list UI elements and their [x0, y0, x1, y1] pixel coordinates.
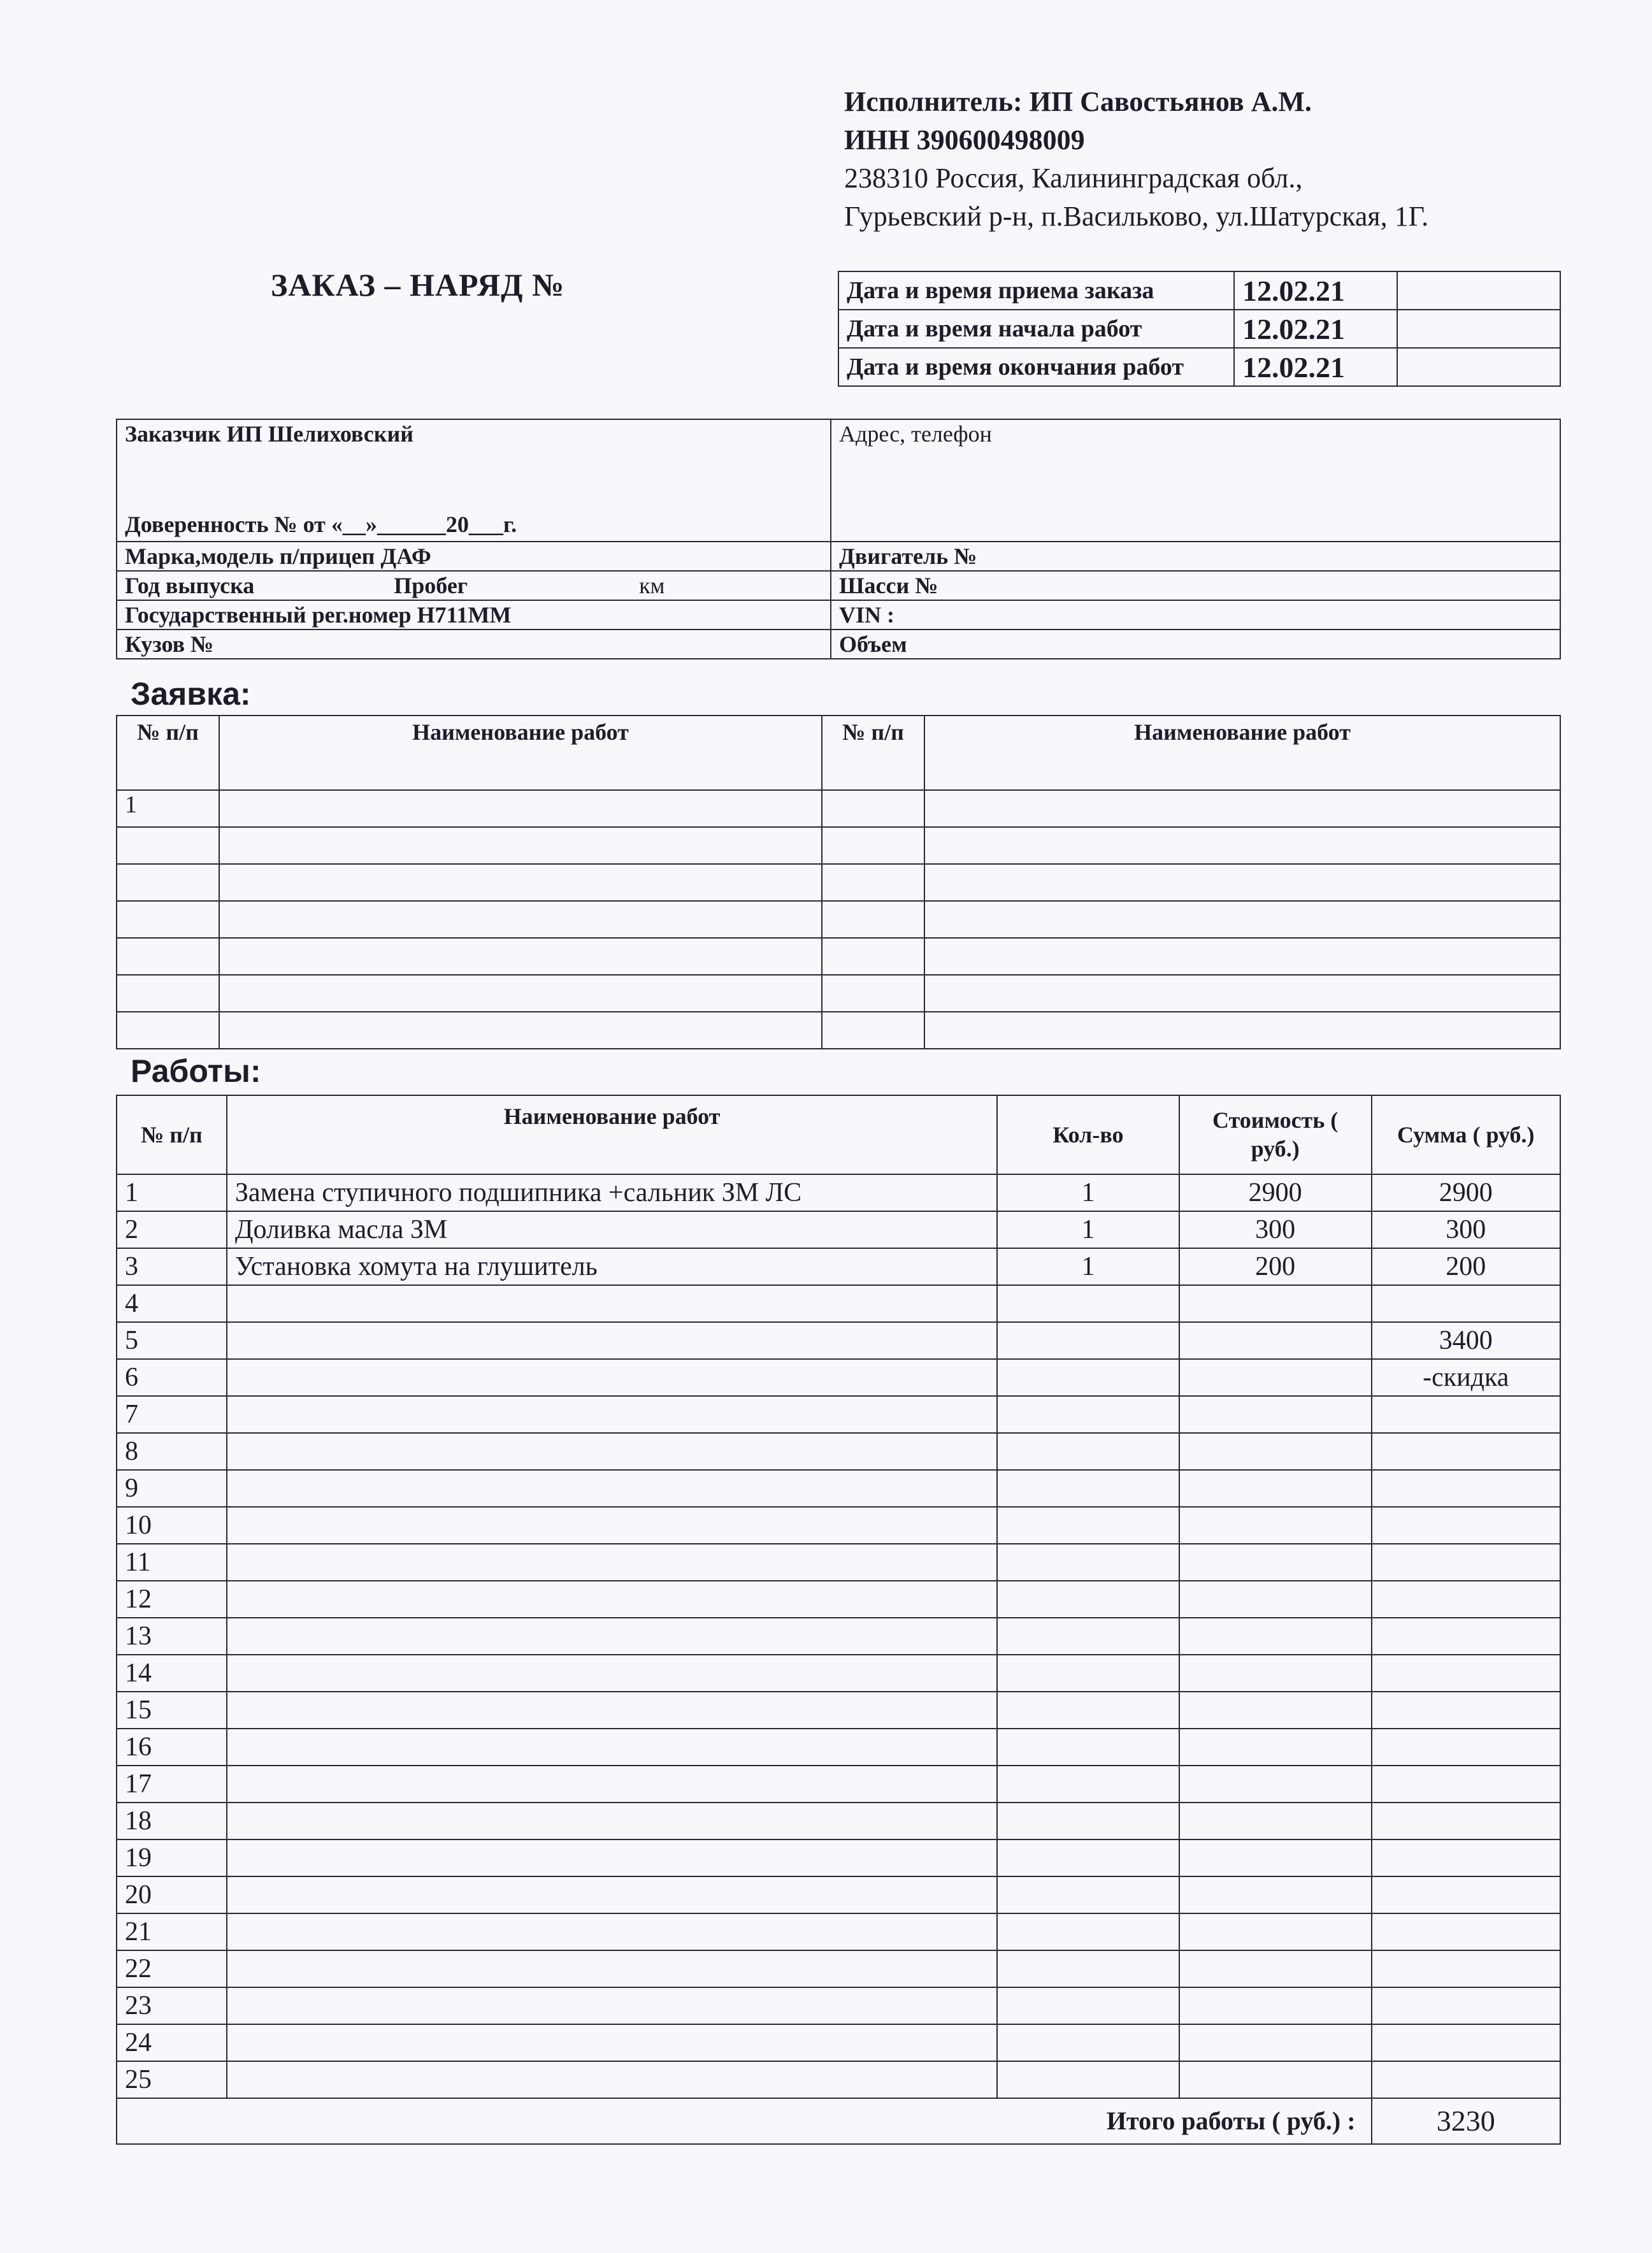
volume-label: Объем	[831, 630, 1560, 659]
date-value: 12.02.21	[1234, 310, 1397, 348]
sum	[1372, 1692, 1560, 1729]
cell	[219, 975, 822, 1012]
works-row	[117, 1285, 1560, 1322]
quantity	[997, 2061, 1179, 2098]
executor-address-1: 238310 Россия, Калининградская обл.,	[844, 162, 1303, 194]
sum: -скидка	[1372, 1359, 1560, 1396]
quantity: 1	[997, 1211, 1179, 1248]
body-label: Кузов №	[117, 630, 831, 659]
total-row	[117, 2098, 1560, 2144]
year-label: Год выпуска	[125, 573, 255, 598]
quantity	[997, 1322, 1179, 1359]
cell	[924, 790, 1560, 827]
cell	[924, 864, 1560, 901]
works-row	[117, 2061, 1560, 2098]
sum	[1372, 1766, 1560, 1803]
work-name	[227, 1359, 997, 1396]
price: 300	[1179, 1211, 1372, 1248]
row-number: 24	[117, 2024, 227, 2061]
quantity	[997, 1433, 1179, 1470]
work-name	[227, 1507, 997, 1544]
works-row	[117, 1950, 1560, 1987]
quantity	[997, 1766, 1179, 1803]
sum	[1372, 1876, 1560, 1913]
works-row	[117, 1987, 1560, 2024]
cell	[219, 790, 822, 827]
sum	[1372, 1507, 1560, 1544]
row-number: 25	[117, 2061, 227, 2098]
row-number: 13	[117, 1618, 227, 1655]
cell	[219, 1012, 822, 1049]
quantity	[997, 1803, 1179, 1839]
price	[1179, 1396, 1372, 1433]
executor-address-2: Гурьевский р-н, п.Васильково, ул.Шатурская, 1Г.	[844, 201, 1429, 232]
row-number: 15	[117, 1692, 227, 1729]
cell	[822, 790, 924, 827]
work-name	[227, 1987, 997, 2024]
price: 2900	[1179, 1174, 1372, 1211]
row-number: 18	[117, 1803, 227, 1839]
work-name	[227, 1729, 997, 1766]
row-number: 1	[117, 1174, 227, 1211]
row-number: 9	[117, 1470, 227, 1507]
col-num-header: № п/п	[822, 716, 924, 790]
price	[1179, 1803, 1372, 1839]
work-name: Замена ступичного подшипника +сальник ЗМ ЛС	[227, 1174, 997, 1211]
works-row	[117, 1618, 1560, 1655]
price	[1179, 1544, 1372, 1581]
works-title: Работы:	[131, 1053, 261, 1089]
quantity	[997, 1544, 1179, 1581]
request-header-row	[117, 716, 1560, 790]
cell	[822, 827, 924, 864]
price: 200	[1179, 1248, 1372, 1285]
sum	[1372, 1544, 1560, 1581]
cell	[822, 901, 924, 938]
request-row	[117, 790, 1560, 827]
work-name	[227, 1285, 997, 1322]
dates-table	[838, 271, 1561, 387]
row-number: 21	[117, 1913, 227, 1950]
proxy-line: Доверенность № от «__»______20___г.	[125, 512, 517, 537]
cell	[924, 975, 1560, 1012]
price	[1179, 2061, 1372, 2098]
row-number: 10	[117, 1507, 227, 1544]
time-value	[1397, 310, 1560, 348]
request-row	[117, 827, 1560, 864]
row-number: 22	[117, 1950, 227, 1987]
row-number: 5	[117, 1322, 227, 1359]
time-value	[1397, 271, 1560, 310]
quantity: 1	[997, 1248, 1179, 1285]
request-table	[116, 715, 1561, 1049]
quantity: 1	[997, 1174, 1179, 1211]
cell	[117, 975, 219, 1012]
executor-inn: ИНН 390600498009	[844, 124, 1085, 155]
works-row	[117, 1544, 1560, 1581]
price	[1179, 1285, 1372, 1322]
request-title: Заявка:	[131, 676, 251, 712]
sum: 3400	[1372, 1322, 1560, 1359]
year-mileage-cell	[117, 571, 831, 600]
cell	[924, 938, 1560, 975]
cell	[822, 864, 924, 901]
works-row	[117, 1876, 1560, 1913]
row-number: 19	[117, 1839, 227, 1876]
price	[1179, 1913, 1372, 1950]
date-label: Дата и время приема заказа	[838, 271, 1234, 310]
work-name	[227, 1950, 997, 1987]
model-label: Марка,модель п/прицеп ДАФ	[117, 542, 831, 571]
date-value: 12.02.21	[1234, 348, 1397, 386]
date-row	[838, 271, 1560, 310]
total-value: 3230	[1372, 2098, 1560, 2144]
works-header-row	[117, 1095, 1560, 1174]
work-name	[227, 1396, 997, 1433]
sum	[1372, 1803, 1560, 1839]
sum	[1372, 1581, 1560, 1618]
col-qty-header: Кол-во	[997, 1095, 1179, 1174]
row-number: 3	[117, 1248, 227, 1285]
sum	[1372, 2061, 1560, 2098]
work-name	[227, 1470, 997, 1507]
quantity	[997, 2024, 1179, 2061]
works-row	[117, 1692, 1560, 1729]
quantity	[997, 1729, 1179, 1766]
sum	[1372, 1470, 1560, 1507]
quantity	[997, 1359, 1179, 1396]
works-row	[117, 1507, 1560, 1544]
quantity	[997, 1507, 1179, 1544]
cell	[117, 901, 219, 938]
cell	[924, 901, 1560, 938]
order-title: ЗАКАЗ – НАРЯД №	[271, 267, 565, 303]
quantity	[997, 1950, 1179, 1987]
work-name: Доливка масла ЗМ	[227, 1211, 997, 1248]
cell	[117, 938, 219, 975]
cell	[822, 975, 924, 1012]
works-row	[117, 1766, 1560, 1803]
quantity	[997, 1876, 1179, 1913]
works-row	[117, 1174, 1560, 1211]
price	[1179, 1507, 1372, 1544]
work-name	[227, 1581, 997, 1618]
work-name	[227, 1766, 997, 1803]
address-cell	[831, 419, 1560, 542]
work-name: Установка хомута на глушитель	[227, 1248, 997, 1285]
date-label: Дата и время начала работ	[838, 310, 1234, 348]
row-number: 11	[117, 1544, 227, 1581]
cell	[822, 1012, 924, 1049]
cell	[117, 1012, 219, 1049]
sum	[1372, 1396, 1560, 1433]
col-price-header: Стоимость ( руб.)	[1179, 1095, 1372, 1174]
customer-cell	[117, 419, 831, 542]
sum	[1372, 1987, 1560, 2024]
quantity	[997, 1618, 1179, 1655]
price	[1179, 1470, 1372, 1507]
works-row	[117, 1581, 1560, 1618]
row-number: 2	[117, 1211, 227, 1248]
col-name-header: Наименование работ	[924, 716, 1560, 790]
sum: 2900	[1372, 1174, 1560, 1211]
cell	[219, 827, 822, 864]
sum: 200	[1372, 1248, 1560, 1285]
col-name-header: Наименование работ	[227, 1095, 997, 1174]
chassis-label: Шасси №	[831, 571, 1560, 600]
works-row	[117, 1839, 1560, 1876]
works-row	[117, 1470, 1560, 1507]
row-number: 8	[117, 1433, 227, 1470]
request-row	[117, 1012, 1560, 1049]
col-name-header: Наименование работ	[219, 716, 822, 790]
price	[1179, 1655, 1372, 1692]
works-row	[117, 1913, 1560, 1950]
sum: 300	[1372, 1211, 1560, 1248]
works-row	[117, 1655, 1560, 1692]
row-number: 16	[117, 1729, 227, 1766]
row-number: 23	[117, 1987, 227, 2024]
vin-label: VIN :	[831, 600, 1560, 630]
price	[1179, 1618, 1372, 1655]
works-row	[117, 2024, 1560, 2061]
sum	[1372, 1433, 1560, 1470]
sum	[1372, 1839, 1560, 1876]
price	[1179, 2024, 1372, 2061]
cell	[924, 1012, 1560, 1049]
work-name	[227, 1433, 997, 1470]
works-table	[116, 1095, 1561, 2145]
works-row	[117, 1322, 1560, 1359]
row-number: 6	[117, 1359, 227, 1396]
cell	[924, 827, 1560, 864]
work-name	[227, 1322, 997, 1359]
works-row	[117, 1433, 1560, 1470]
executor-block	[844, 83, 1577, 236]
col-sum-header: Сумма ( руб.)	[1372, 1095, 1560, 1174]
row-number: 17	[117, 1766, 227, 1803]
works-row	[117, 1211, 1560, 1248]
row-number: 20	[117, 1876, 227, 1913]
price	[1179, 1950, 1372, 1987]
work-name	[227, 2024, 997, 2061]
col-num-header: № п/п	[117, 1095, 227, 1174]
work-name	[227, 1655, 997, 1692]
price	[1179, 1322, 1372, 1359]
quantity	[997, 1692, 1179, 1729]
row-number: 14	[117, 1655, 227, 1692]
price	[1179, 1729, 1372, 1766]
row-number: 12	[117, 1581, 227, 1618]
work-name	[227, 1618, 997, 1655]
work-name	[227, 1692, 997, 1729]
works-row	[117, 1359, 1560, 1396]
cell	[822, 938, 924, 975]
customer-name: Заказчик ИП Шелиховский	[125, 421, 414, 447]
cell	[117, 864, 219, 901]
sum	[1372, 1729, 1560, 1766]
sum	[1372, 1285, 1560, 1322]
sum	[1372, 1950, 1560, 1987]
address-label: Адрес, телефон	[839, 421, 992, 447]
executor-name: Исполнитель: ИП Савостьянов А.М.	[844, 86, 1312, 117]
price	[1179, 1433, 1372, 1470]
plate-label: Государственный рег.номер Н711ММ	[117, 600, 831, 630]
work-name	[227, 1913, 997, 1950]
quantity	[997, 1470, 1179, 1507]
request-row	[117, 975, 1560, 1012]
sum	[1372, 2024, 1560, 2061]
quantity	[997, 1396, 1179, 1433]
work-name	[227, 1839, 997, 1876]
price	[1179, 1839, 1372, 1876]
price	[1179, 1766, 1372, 1803]
cell	[219, 864, 822, 901]
works-row	[117, 1396, 1560, 1433]
quantity	[997, 1839, 1179, 1876]
price	[1179, 1581, 1372, 1618]
cell	[219, 938, 822, 975]
works-row	[117, 1803, 1560, 1839]
quantity	[997, 1655, 1179, 1692]
quantity	[997, 1987, 1179, 2024]
km-label: км	[639, 573, 665, 598]
cell	[117, 827, 219, 864]
work-name	[227, 1544, 997, 1581]
price	[1179, 1876, 1372, 1913]
sum	[1372, 1655, 1560, 1692]
request-row	[117, 938, 1560, 975]
total-label: Итого работы ( руб.) :	[117, 2098, 1372, 2144]
date-row	[838, 348, 1560, 386]
work-name	[227, 1803, 997, 1839]
price	[1179, 1987, 1372, 2024]
price	[1179, 1692, 1372, 1729]
cell	[219, 901, 822, 938]
cell: 1	[117, 790, 219, 827]
date-value: 12.02.21	[1234, 271, 1397, 310]
request-row	[117, 901, 1560, 938]
work-name	[227, 1876, 997, 1913]
col-num-header: № п/п	[117, 716, 219, 790]
works-row	[117, 1248, 1560, 1285]
sum	[1372, 1618, 1560, 1655]
row-number: 4	[117, 1285, 227, 1322]
mileage-label: Пробег	[394, 573, 468, 598]
works-row	[117, 1729, 1560, 1766]
quantity	[997, 1913, 1179, 1950]
sum	[1372, 1913, 1560, 1950]
quantity	[997, 1581, 1179, 1618]
request-row	[117, 864, 1560, 901]
date-row	[838, 310, 1560, 348]
customer-table	[116, 419, 1561, 659]
engine-label: Двигатель №	[831, 542, 1560, 571]
price	[1179, 1359, 1372, 1396]
work-name	[227, 2061, 997, 2098]
time-value	[1397, 348, 1560, 386]
row-number: 7	[117, 1396, 227, 1433]
date-label: Дата и время окончания работ	[838, 348, 1234, 386]
quantity	[997, 1285, 1179, 1322]
